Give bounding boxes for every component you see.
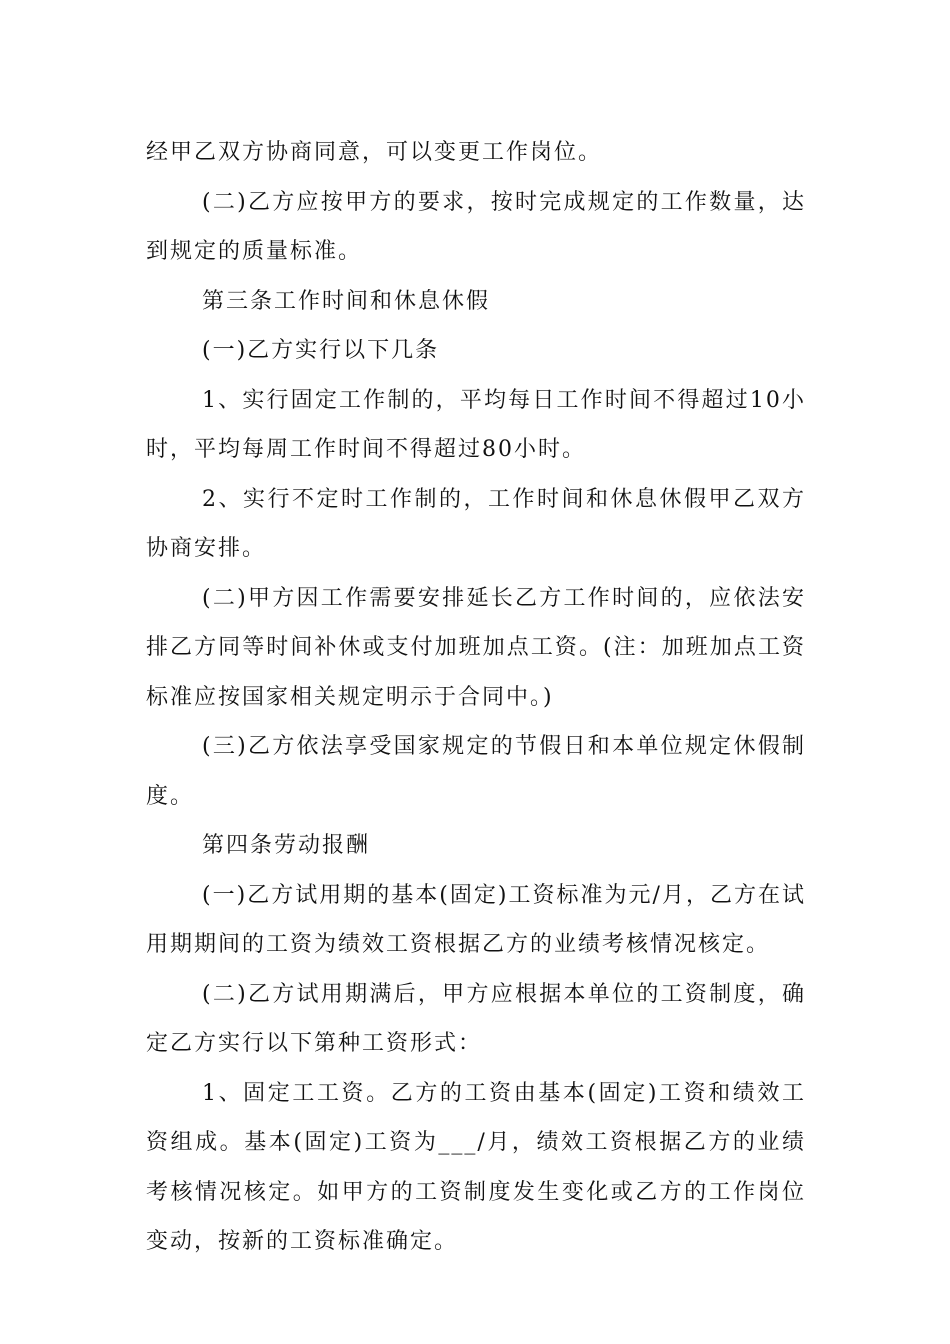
section-heading: 第三条工作时间和休息休假: [202, 288, 491, 314]
paragraph: 2、实行不定时工作制的，工作时间和休息休假甲乙双方协商安排。: [146, 486, 806, 561]
document-body: [146, 128, 806, 1267]
paragraph: (二)甲方因工作需要安排延长乙方工作时间的，应依法安排乙方同等时间补休或支付加班加点工资。(注：加班加点工资标准应按国家相关规定明示于合同中。): [146, 585, 806, 710]
paragraph: (一)乙方试用期的基本(固定)工资标准为元/月，乙方在试用期期间的工资为绩效工资根据乙方的业绩考核情况核定。: [146, 882, 806, 957]
paragraph: 1、固定工工资。乙方的工资由基本(固定)工资和绩效工资组成。基本(固定)工资为___/月，绩效工资根据乙方的业绩考核情况核定。如甲方的工资制度发生变化或乙方的工作岗位变动，按新的工资标准确定。: [146, 1080, 806, 1254]
section-heading: 第四条劳动报酬: [202, 833, 371, 858]
paragraph: (二)乙方应按甲方的要求，按时完成规定的工作数量，达到规定的质量标准。: [146, 189, 806, 264]
paragraph: 1、实行固定工作制的，平均每日工作时间不得超过10小时，平均每周工作时间不得超过80小时。: [146, 387, 806, 462]
paragraph: (一)乙方实行以下几条: [202, 338, 440, 363]
paragraph: 经甲乙双方协商同意，可以变更工作岗位。: [146, 140, 603, 165]
paragraph: (二)乙方试用期满后，甲方应根据本单位的工资制度，确定乙方实行以下第种工资形式：: [146, 981, 806, 1056]
paragraph: (三)乙方依法享受国家规定的节假日和本单位规定休假制度。: [146, 734, 806, 809]
